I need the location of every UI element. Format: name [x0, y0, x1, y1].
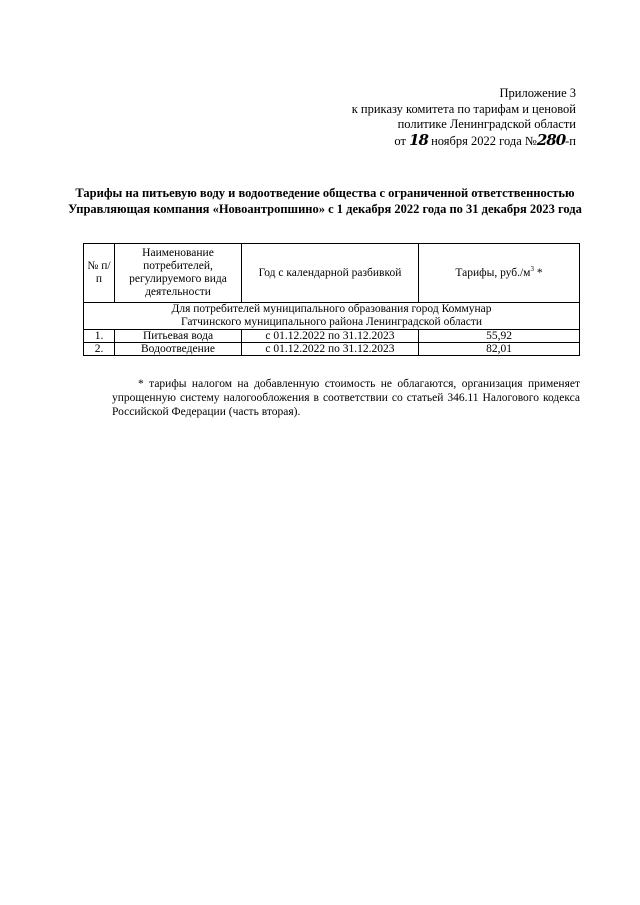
group-label	[84, 303, 580, 330]
appendix-title: Приложение 3	[499, 86, 576, 100]
table-row	[84, 330, 580, 343]
row-tariff: 55,92	[419, 330, 580, 343]
handwritten-number: 280	[536, 130, 566, 149]
document-title	[60, 185, 590, 217]
table-group-row	[84, 303, 580, 330]
group-line-2: Гатчинского муниципального района Ленинградской области	[180, 316, 483, 328]
row-tariff: 82,01	[419, 343, 580, 356]
row-name: Водоотведение	[115, 343, 242, 356]
date-middle: ноября 2022 года №	[431, 133, 537, 148]
title-line-1: Тарифы на питьевую воду и водоотведение общества с ограниченной ответственностью	[75, 186, 575, 200]
group-line-1: Для потребителей муниципального образования город Коммунар	[171, 303, 492, 315]
footnote-text: * тарифы налогом на добавленную стоимость не облагаются, организация применяет упрощенную систему налогообложения в соответствии со статьей 346.11 Налогового кодекса Российской Федерации (часть вторая).	[112, 378, 580, 418]
handwritten-day: 18	[409, 130, 428, 149]
row-period: с 01.12.2022 по 31.12.2023	[242, 343, 419, 356]
appendix-order-line: к приказу комитета по тарифам и ценовой	[351, 101, 576, 116]
appendix-header	[352, 86, 576, 149]
table-row	[84, 343, 580, 356]
number-suffix: -п	[565, 133, 576, 148]
header-num: № п/п	[84, 244, 115, 303]
header-tariff-text: Тарифы, руб./м	[455, 266, 531, 279]
row-period: с 01.12.2022 по 31.12.2023	[242, 330, 419, 343]
row-name: Питьевая вода	[115, 330, 242, 343]
appendix-committee-line: политике Ленинградской области	[397, 117, 576, 131]
header-tariff-mark: *	[533, 266, 543, 279]
header-tariff	[419, 244, 580, 303]
table-header-row	[84, 244, 580, 303]
footnote	[112, 377, 580, 419]
title-line-2: Управляющая компания «Новоантропшино» с 1 декабря 2022 года по 31 декабря 2023 года	[68, 202, 582, 216]
header-period: Год с календарной разбивкой	[242, 244, 419, 303]
appendix-date-line	[352, 130, 576, 150]
row-num: 1.	[84, 330, 115, 343]
row-num: 2.	[84, 343, 115, 356]
date-prefix: от	[394, 133, 406, 148]
header-consumer: Наименование потребителей, регулируемого вида деятельности	[115, 244, 242, 303]
tariff-table	[83, 243, 580, 356]
header-tariff-sup: 3	[530, 264, 534, 273]
